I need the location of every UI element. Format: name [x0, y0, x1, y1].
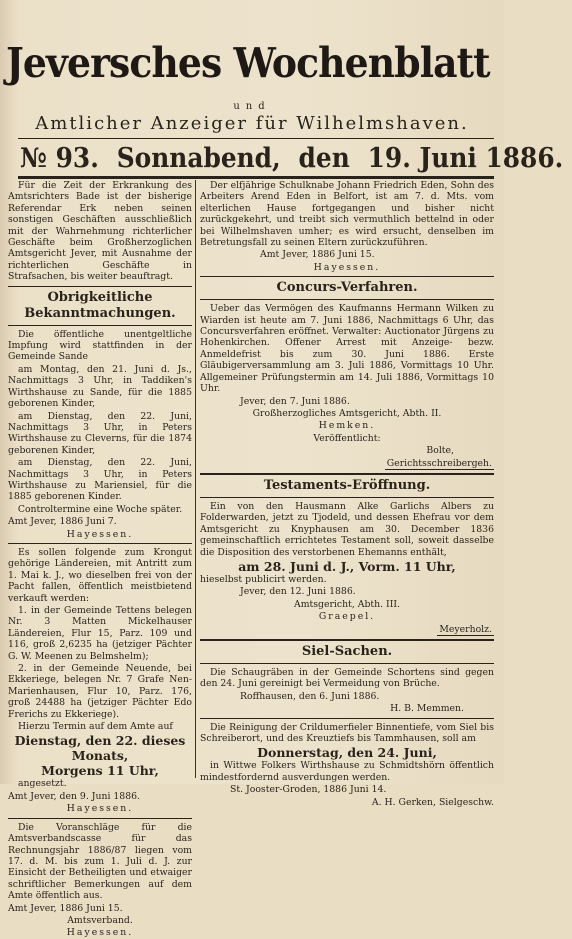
vaccination-note: Controltermine eine Woche später.	[17, 503, 183, 515]
divider	[8, 325, 192, 326]
divider	[200, 718, 494, 719]
testament-ref: hieselbst publicirt werden.	[200, 573, 327, 585]
siel-text: Die Schaugräben in der Gemeinde Schortens sind gegen den 24. Juni gereinigt bei Vermeidung von Brüche.	[200, 667, 494, 690]
concurs-court: Großherzogliches Amtsgericht, Abth. II.	[252, 407, 442, 419]
cleaning-date: Donnerstag, den 24. Juni,	[257, 745, 437, 761]
budget-office: Amtsverband.	[67, 914, 133, 926]
divider	[200, 639, 494, 641]
cleaning-place: St. Jooster-Groden, 1886 Juni 14.	[230, 784, 387, 796]
concurs-pub-name: Bolte,	[426, 445, 454, 457]
concurs-pub-role-text: Gerichtsschreibergeh.	[386, 457, 492, 469]
divider	[200, 663, 494, 664]
missing-signature: Hayessen.	[313, 261, 381, 273]
testament-court: Amtsgericht, Abth. III.	[293, 598, 401, 610]
vaccination-date-3: am Dienstag, den 22. Juni, Nachmittags 3 Uhr, in Peters Wirthshause zu Mariensiel, für die 1885 geborenen Kinder.	[8, 457, 192, 503]
lease-term: Hierzu Termin auf dem Amte auf	[18, 721, 173, 733]
testament-text: Ein von den Hausmann Alke Garlichs Albers zu Folderwarden, jetzt zu Tjodeld, und dessen Ehefrau vor dem Amtsgericht zu Knyphausen am 30. December 1836 gemeinschaftlich errichtetes Testament soll, soweit dasselbe die Disposition des verstorbenen Ehemanns enthält,	[200, 500, 494, 558]
masthead-rule	[18, 138, 494, 139]
vaccination-signature: Hayessen.	[66, 528, 134, 540]
lease-date: Dienstag, den 22. dieses Monats,	[14, 733, 186, 764]
right-column	[200, 180, 494, 808]
lease-place: Amt Jever, den 9. Juni 1886.	[8, 790, 141, 802]
siel-heading: Siel-Sachen.	[301, 644, 393, 659]
missing-place: Amt Jever, 1886 Juni 15.	[260, 249, 375, 261]
newspaper-title: Jeversches Wochenblatt	[6, 39, 490, 87]
siel-place: Roffhausen, den 6. Juni 1886.	[240, 690, 380, 702]
testament-signature-2-text: Meyerholz.	[439, 623, 492, 635]
testament-signature: Graepel.	[318, 611, 376, 623]
testament-signature-2	[200, 624, 494, 636]
vaccination-date-1: am Montag, den 21. Juni d. Js., Nachmittags 3 Uhr, in Taddiken's Wirthshause zu Sande, für die 1885 geborenen Kinder,	[8, 363, 192, 410]
testament-date: am 28. Juni d. J., Vorm. 11 Uhr,	[238, 558, 456, 574]
divider	[8, 286, 192, 287]
divider	[200, 497, 494, 498]
issue-article: den	[298, 143, 350, 174]
testament-heading: Testaments-Eröffnung.	[263, 477, 431, 493]
concurs-published: Veröffentlicht:	[313, 432, 381, 444]
concurs-text: Ueber das Vermögen des Kaufmanns Hermann Wilken zu Wiarden ist heute am 7. Juni 1886, Nachmittags 6 Uhr, das Concursverfahren eröffnet. Verwalter: Auctionator Jürgens zu Hohenkirchen. Offener Arrest mit Anzeige- bezw. Anmeldefrist bis zum 30. Juni 1886. Erste Gläubigerversammlung am 3. Juli 1886, Vormittags 10 Uhr. Allgemeiner Prüfungstermin am 14. Juli 1886, Vormittags 10 Uhr.	[200, 303, 494, 395]
lease-time: Morgens 11 Uhr,	[41, 763, 159, 779]
dateline	[20, 142, 564, 176]
budget-place: Amt Jever, 1886 Juni 15.	[8, 902, 123, 914]
siel-signature: H. B. Memmen.	[390, 703, 464, 715]
lease-ref: angesetzt.	[18, 778, 67, 790]
column-divider	[195, 180, 196, 778]
concurs-pub-role	[200, 458, 494, 470]
issue-weekday: Sonnabend,	[116, 143, 281, 174]
divider	[8, 543, 192, 544]
notice-judge: Für die Zeit der Erkrankung des Amtsrichters Bade ist der bisherige Referendar Erk neben seinen sonstigen Geschäften ausschließlich mit der Wahrnehmung richterlicher Geschäfte beim Großherzoglichen Amtsgericht Jever, mit Ausnahme der richterlichen Geschäfte in Strafsachen, bis weiter beauftragt.	[8, 180, 192, 283]
vaccination-place: Amt Jever, 1886 Juni 7.	[8, 516, 117, 528]
vaccination-date-2: am Dienstag, den 22. Juni, Nachmittags 3 Uhr, in Peters Wirthshause zu Cleverns, für die 1874 geborenen Kinder,	[8, 410, 192, 456]
divider	[200, 473, 494, 475]
issue-date: 19. Juni 1886.	[367, 143, 564, 174]
budget-notice: Die Voranschläge für die Amtsverbandscasse für das Rechnungsjahr 1886/87 liegen vom 17. d. M. bis zum 1. Juli d. J. zur Einsicht der Betheiligten und etwaiger schriftlicher Bemerkungen auf dem Amte öffentlich aus.	[8, 821, 192, 902]
divider	[200, 299, 494, 300]
lease-item-2: 2. in der Gemeinde Neuende, bei Ekkeriege, belegen Nr. 7 Grafe Nen-Marienhausen, Flur 10, Parz. 176, groß 24488 ha (jetziger Pächter Edo Frerichs zu Ekkeriege).	[8, 663, 192, 720]
vaccination-intro: Die öffentliche unentgeltliche Impfung wird stattfinden in der Gemeinde Sande	[8, 328, 192, 363]
missing-boy-notice: Der elfjährige Schulknabe Johann Friedrich Eden, Sohn des Arbeiters Arend Eden in Belfort, ist am 7. d. Mts. vom elterlichen Hause fortgegangen und bisher nicht zurückgekehrt, und treibt sich vermuthlich bettelnd in oder bei Wilhelmshaven umher; es wird ersucht, denselben im Betretungsfall zu seinen Eltern zurückzuführen.	[200, 180, 494, 249]
divider	[200, 276, 494, 277]
lease-intro: Es sollen folgende zum Krongut gehörige Ländereien, mit Antritt zum 1. Mai k. J., wo dieselben frei von der Pacht fallen, öffentlich meistbietend verkauft werden:	[8, 546, 192, 604]
official-heading: Obrigkeitliche Bekanntmachungen.	[24, 289, 176, 321]
concurs-heading: Concurs-Verfahren.	[276, 280, 418, 296]
budget-signature: Hayessen.	[66, 927, 134, 939]
lease-item-1: 1. in der Gemeinde Tettens belegen Nr. 3 Matten Mickelhauser Ländereien, Flur 15, Parz. 109 und 116, groß 2,6235 ha (jetziger Pächter G. W. Meenen zu Belmshelm);	[8, 605, 192, 662]
concurs-signature: Hemken.	[318, 420, 376, 432]
concurs-place: Jever, den 7. Juni 1886.	[240, 395, 350, 407]
cleaning-signature: A. H. Gerken, Sielgeschw.	[371, 796, 494, 808]
testament-place: Jever, den 12. Juni 1886.	[240, 586, 356, 598]
masthead-und: und	[233, 101, 271, 112]
lease-signature: Hayessen.	[66, 803, 134, 815]
dateline-rule	[18, 176, 494, 179]
issue-number: № 93.	[20, 143, 99, 174]
left-column	[8, 180, 192, 939]
cleaning-text-2: in Wittwe Folkers Wirthshause zu Schmidtshörn öffentlich mindestfordernd ausverdungen werden.	[200, 760, 494, 783]
divider	[8, 818, 192, 819]
masthead-subtitle: Amtlicher Anzeiger für Wilhelmshaven.	[35, 113, 469, 134]
cleaning-text: Die Reinigung der Crildumerfieler Binnentiefe, vom Siel bis Schreiberort, und des Kreuztiefs bis Tammhausen, soll am	[200, 721, 494, 745]
